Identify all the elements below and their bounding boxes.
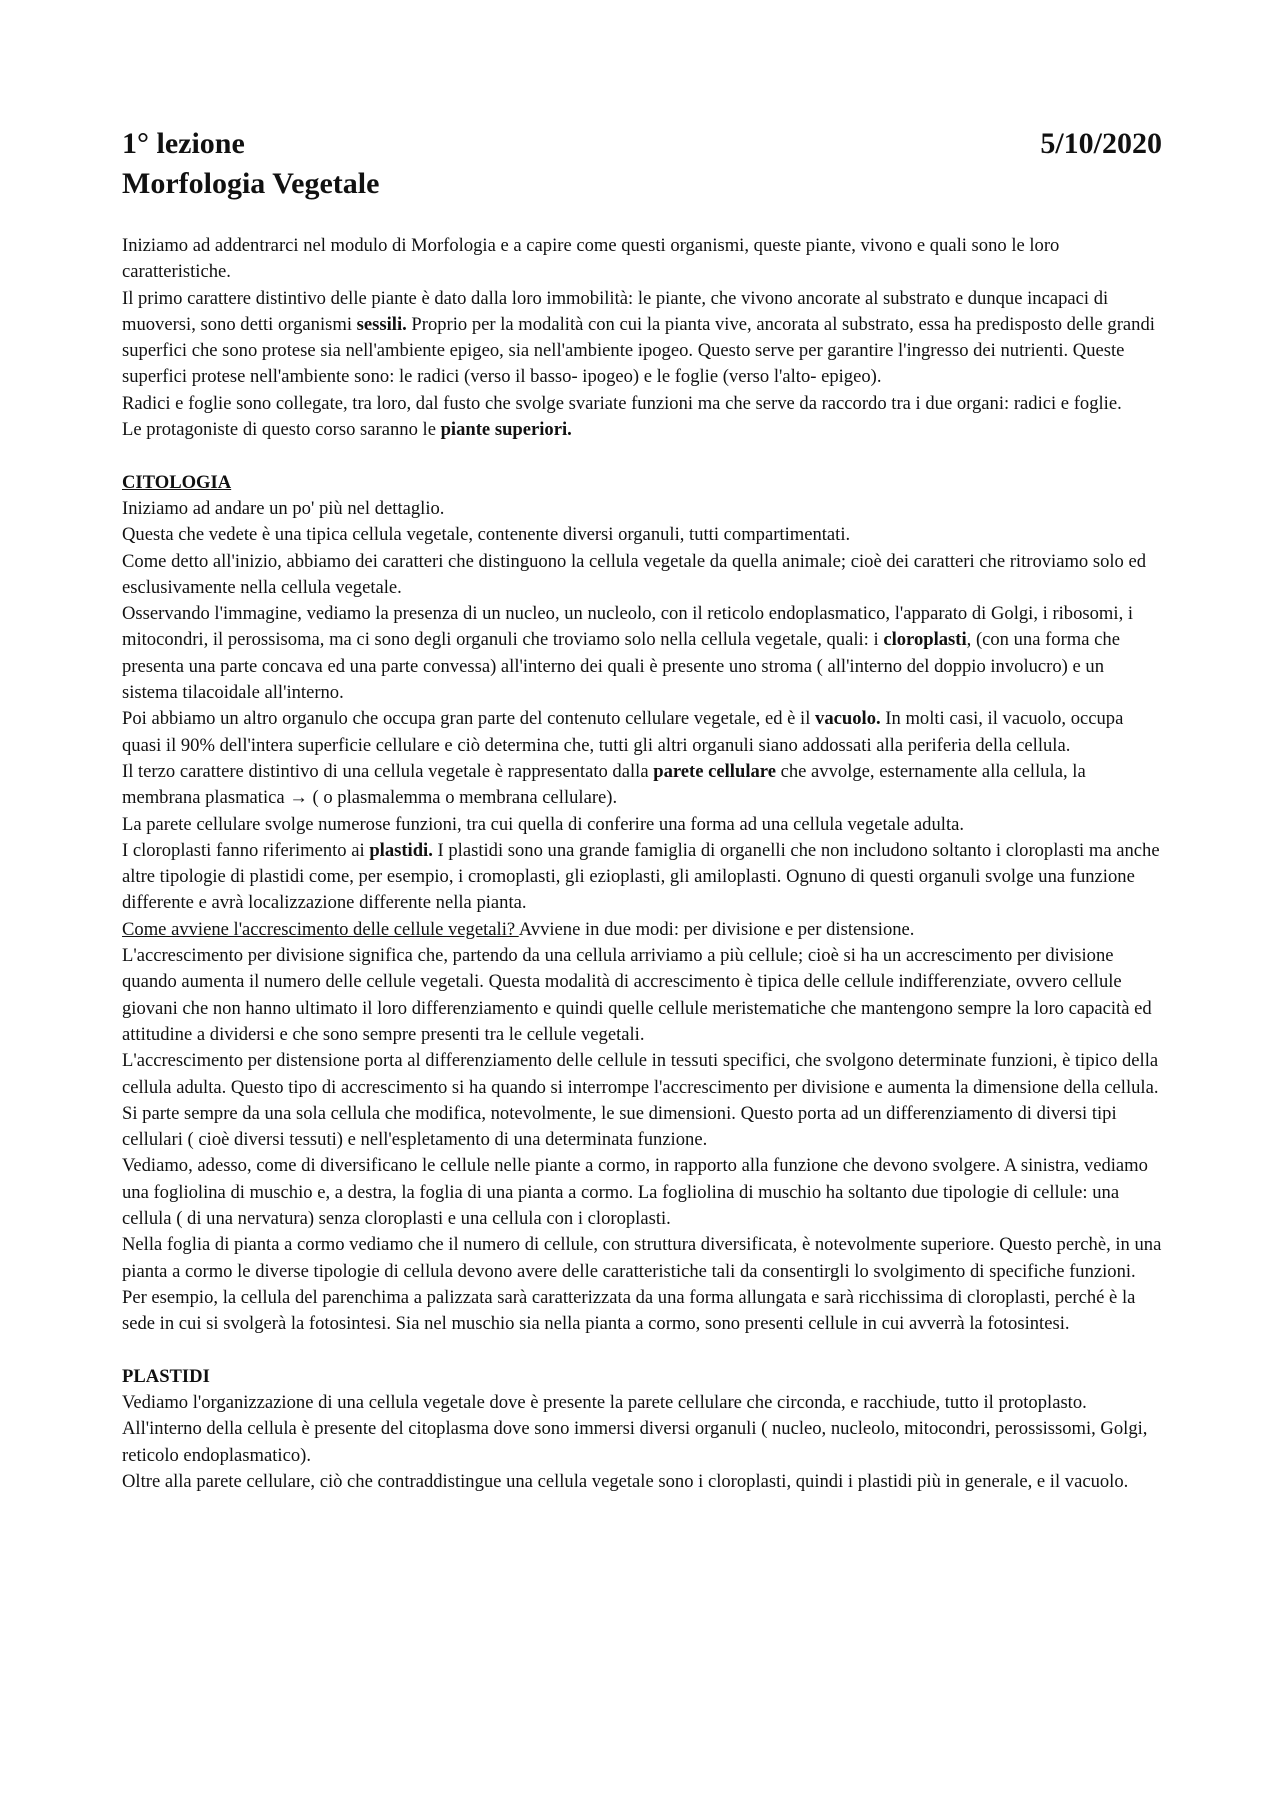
- citologia-paragraph-6: [122, 759, 1162, 812]
- bold-term-vacuolo: vacuolo.: [815, 708, 881, 730]
- text-run: In molti casi, il vacuolo, occupa quasi il 90% dell'intera superficie cellulare e ciò determina che, tutti gli altri organuli siano addossati alla periferia della cellula.: [122, 708, 1124, 756]
- citologia-paragraph-11: L'accrescimento per distensione porta al differenziamento delle cellule in tessuti specifici, che svolgono determinate funzioni, è tipico della cellula adulta. Questo tipo di accrescimento si ha quando si interrompe l'accrescimento per divisione e aumenta la dimensione della cellula. Si parte sempre da una sola cellula che modifica, notevolmente, le sue dimensioni. Questo porta ad un differenziamento di diversi tipi cellulari ( cioè diversi tessuti) e nell'espletamento di una determinata funzione.: [122, 1050, 1159, 1151]
- citologia-paragraph-5: [122, 706, 1162, 759]
- blank-line: [122, 1337, 1162, 1363]
- text-run: Osservando l'immagine, vediamo la presenza di un nucleo, un nucleolo, con il reticolo endoplasmatico, l'apparato di Golgi, i ribosomi, i mitocondri, il perossisoma, ma ci sono degli organuli che troviamo solo nella cellula vegetale, quali: i: [122, 603, 1134, 651]
- citologia-paragraph-2: Questa che vedete è una tipica cellula vegetale, contenente diversi organuli, tutti compartimentati.: [122, 524, 851, 546]
- citologia-paragraph-7: La parete cellulare svolge numerose funzioni, tra cui quella di conferire una forma ad una cellula vegetale adulta.: [122, 813, 965, 835]
- bold-term-parete-cellulare: parete cellulare: [653, 760, 776, 782]
- bold-term-cloroplasti: cloroplasti: [883, 629, 967, 651]
- underlined-question: Come avviene l'accrescimento delle cellule vegetali?: [122, 918, 519, 940]
- section-title-plastidi: PLASTIDI: [122, 1365, 210, 1387]
- intro-paragraph-2: [122, 286, 1162, 391]
- citologia-paragraph-4: [122, 601, 1162, 706]
- plastidi-paragraph-2: Oltre alla parete cellulare, ciò che contraddistingue una cellula vegetale sono i cloroplasti, quindi i plastidi più in generale, e il vacuolo.: [122, 1470, 1129, 1492]
- citologia-paragraph-8: [122, 838, 1162, 917]
- text-run: Il primo carattere distintivo delle piante è dato dalla loro immobilità: le piante, che vivono ancorate al substrato e dunque incapaci di muoversi, sono detti organismi: [122, 287, 1109, 335]
- intro-paragraph-1: Iniziamo ad addentrarci nel modulo di Morfologia e a capire come questi organismi, queste piante, vivono e quali sono le loro caratteristiche.: [122, 235, 1060, 283]
- bold-term-plastidi: plastidi.: [369, 839, 433, 861]
- intro-paragraph-4: [122, 417, 1162, 443]
- text-run: Il terzo carattere distintivo di una cellula vegetale è rappresentato dalla: [122, 760, 654, 782]
- document-page: [122, 124, 1162, 1495]
- text-run: Poi abbiamo un altro organulo che occupa gran parte del contenuto cellulare vegetale, ed è il: [122, 708, 816, 730]
- lesson-date: 5/10/2020: [1040, 127, 1162, 160]
- subject-title: Morfologia Vegetale: [122, 167, 380, 200]
- citologia-paragraph-10: L'accrescimento per divisione significa che, partendo da una cellula arriviamo a più cellule; cioè si ha un accrescimento per divisione quando aumenta il numero delle cellule vegetali. Questa modalità di accrescimento è tipica delle cellule indifferenziate, ovvero cellule giovani che non hanno ultimato il loro differenziamento e quindi quelle cellule meristematiche che mantengono sempre la loro capacità ed attitudine a dividersi e che sono sempre presenti tra le cellule vegetali.: [122, 945, 1152, 1045]
- intro-paragraph-3: Radici e foglie sono collegate, tra loro, dal fusto che svolge svariate funzioni ma che serve da raccordo tra i due organi: radici e foglie.: [122, 392, 1122, 414]
- blank-line: [122, 443, 1162, 469]
- citologia-paragraph-9: [122, 917, 1162, 943]
- citologia-paragraph-13: Nella foglia di pianta a cormo vediamo che il numero di cellule, con struttura diversificata, è notevolmente superiore. Questo perchè, in una pianta a cormo le diverse tipologie di cellula devono avere delle caratteristiche tali da consentirgli lo svolgimento di specifiche funzioni. Per esempio, la cellula del parenchima a palizzata sarà caratterizzata da una forma allungata e sarà ricchissima di cloroplasti, perché è la sede in cui si svolgerà la fotosintesi. Sia nel muschio sia nella pianta a cormo, sono presenti cellule in cui avverrà la fotosintesi.: [122, 1234, 1162, 1335]
- text-run: , (con una forma che presenta una parte concava ed una parte convessa) all'interno dei quali è presente uno stroma ( all'interno del doppio involucro) e un sistema tilacoidale all'interno.: [122, 629, 1120, 704]
- section-title-citologia: CITOLOGIA: [122, 471, 232, 493]
- bold-term-sessili: sessili.: [356, 313, 407, 335]
- citologia-paragraph-1: Iniziamo ad andare un po' più nel dettaglio.: [122, 497, 445, 519]
- text-run: I cloroplasti fanno riferimento ai: [122, 839, 370, 861]
- text-run: che avvolge, esternamente alla cellula, la membrana plasmatica → ( o plasmalemma o membrana cellulare).: [122, 760, 1086, 809]
- text-run: Proprio per la modalità con cui la pianta vive, ancorata al substrato, essa ha predisposto delle grandi superfici che sono protese sia nell'ambiente epigeo, sia nell'ambiente ipogeo. Questo serve per garantire l'ingresso dei nutrienti. Queste superfici protese nell'ambiente sono: le radici (verso il basso- ipogeo) e le foglie (verso l'alto- epigeo).: [122, 313, 1155, 388]
- text-run: Avviene in due modi: per divisione e per distensione.: [518, 918, 915, 940]
- plastidi-paragraph-1: Vediamo l'organizzazione di una cellula vegetale dove è presente la parete cellulare che circonda, e racchiude, tutto il protoplasto. All'interno della cellula è presente del citoplasma dove sono immersi diversi organuli ( nucleo, nucleolo, mitocondri, perossissomi, Golgi, reticolo endoplasmatico).: [122, 1392, 1148, 1466]
- text-run: I plastidi sono una grande famiglia di organelli che non includono soltanto i cloroplasti ma anche altre tipologie di plastidi come, per esempio, i cromoplasti, gli ezioplasti, gli amiloplasti. Ognuno di questi organuli svolge una funzione differente e avrà localizzazione differente nella pianta.: [122, 839, 1160, 914]
- lesson-title: 1° lezione: [122, 127, 245, 160]
- citologia-paragraph-3: Come detto all'inizio, abbiamo dei caratteri che distinguono la cellula vegetale da quella animale; cioè dei caratteri che ritroviamo solo ed esclusivamente nella cellula vegetale.: [122, 550, 1147, 598]
- bold-term-piante-superiori: piante superiori.: [440, 419, 572, 441]
- header-row: [122, 124, 1162, 164]
- document-body: [122, 233, 1162, 1495]
- text-run: Le protagoniste di questo corso saranno le: [122, 419, 441, 441]
- citologia-paragraph-12: Vediamo, adesso, come di diversificano le cellule nelle piante a cormo, in rapporto alla funzione che devono svolgere. A sinistra, vediamo una fogliolina di muschio e, a destra, la foglia di una pianta a cormo. La fogliolina di muschio ha soltanto due tipologie di cellule: una cellula ( di una nervatura) senza cloroplasti e una cellula con i cloroplasti.: [122, 1155, 1148, 1229]
